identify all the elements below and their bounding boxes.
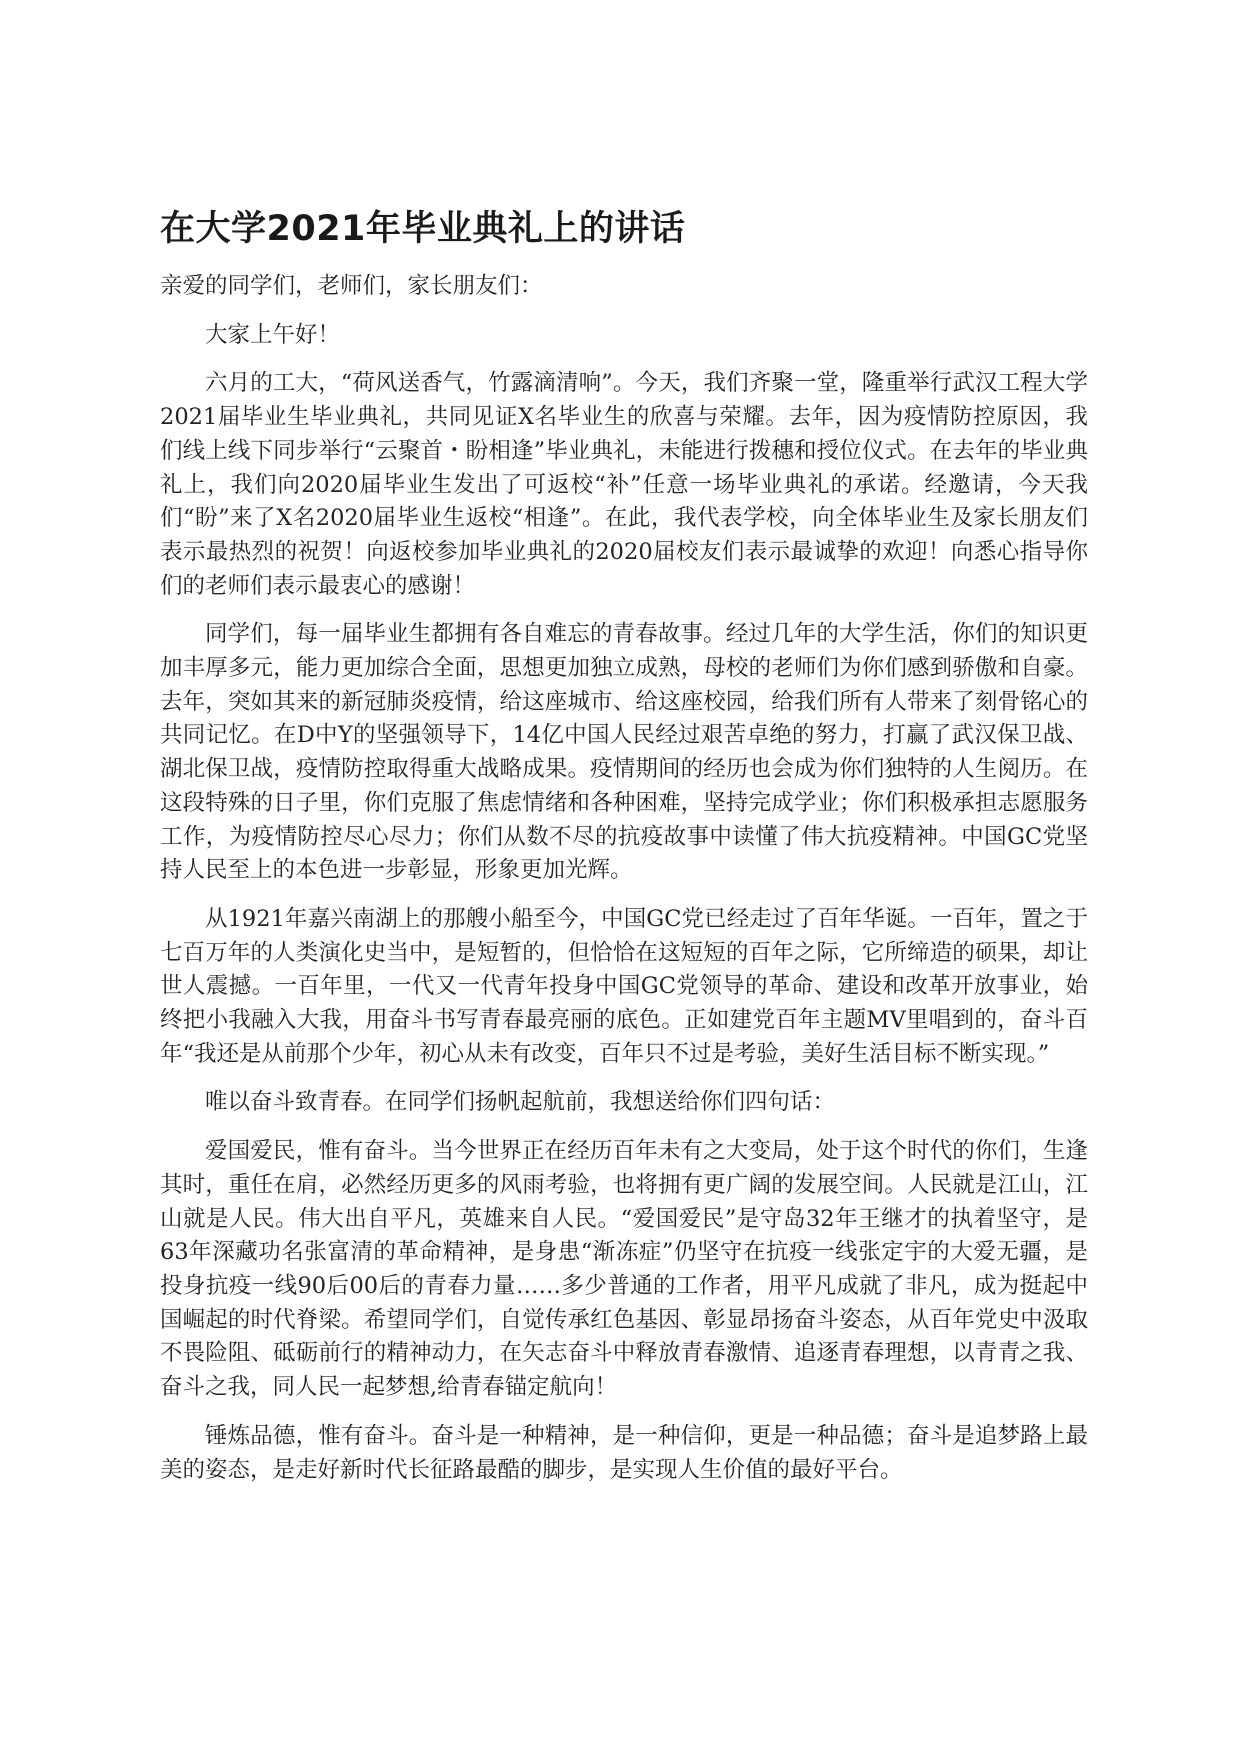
salutation-paragraph: 亲爱的同学们，老师们，家长朋友们： [160, 273, 543, 299]
document-body [160, 270, 1088, 1502]
greeting-paragraph: 大家上午好！ [205, 321, 341, 348]
document-title: 在大学2021年毕业典礼上的讲话 [160, 209, 686, 249]
body-paragraph: 从1921年嘉兴南湖上的那艘小船至今，中国GC党已经走过了百年华诞。一百年，置之于七百万年的人类演化史当中，是短暂的，但恰恰在这短短的百年之际，它所缔造的硕果，却让世人震撼。一百年里，一代又一代青年投身中国GC党领导的革命、建设和改革开放事业，始终把小我融入大我，用奋斗书写青春最亮丽的底色。正如建党百年主题MV里唱到的，奋斗百年“我还是从前那个少年，初心从未有改变，百年只不过是考验，美好生活目标不断实现。” [160, 905, 1088, 1067]
body-paragraph: 爱国爱民，惟有奋斗。当今世界正在经历百年未有之大变局，处于这个时代的你们，生逢其时，重任在肩，必然经历更多的风雨考验，也将拥有更广阔的发展空间。人民就是江山，江山就是人民。伟大出自平凡，英雄来自人民。“爱国爱民”是守岛32年王继才的执着坚守，是63年深藏功名张富清的革命精神，是身患“渐冻症”仍坚守在抗疫一线张定宇的大爱无疆，是投身抗疫一线90后00后的青春力量……多少普通的工作者，用平凡成就了非凡，成为挺起中国崛起的时代脊梁。希望同学们，自觉传承红色基因、彰显昂扬奋斗姿态，从百年党史中汲取不畏险阻、砥砺前行的精神动力，在矢志奋斗中释放青春激情、追逐青春理想，以青青之我、奋斗之我，同人民一起梦想,给青春锚定航向！ [160, 1138, 1088, 1401]
body-paragraph: 唯以奋斗致青春。在同学们扬帆起航前，我想送给你们四句话： [205, 1089, 836, 1116]
body-paragraph: 锤炼品德，惟有奋斗。奋斗是一种精神，是一种信仰，更是一种品德；奋斗是追梦路上最美的姿态，是走好新时代长征路最酷的脚步，是实现人生价值的最好平台。 [160, 1422, 1088, 1483]
body-paragraph: 六月的工大，“荷风送香气，竹露滴清响”。今天，我们齐聚一堂，隆重举行武汉工程大学2021届毕业生毕业典礼，共同见证X名毕业生的欣喜与荣耀。去年，因为疫情防控原因，我们线上线下同步举行“云聚首・盼相逢”毕业典礼，未能进行拨穗和授位仪式。在去年的毕业典礼上，我们向2020届毕业生发出了可返校“补”任意一场毕业典礼的承诺。经邀请，今天我们“盼”来了X名2020届毕业生返校“相逢”。在此，我代表学校，向全体毕业生及家长朋友们表示最热烈的祝贺！向返校参加毕业典礼的2020届校友们表示最诚挚的欢迎！向悉心指导你们的老师们表示最衷心的感谢！ [160, 370, 1088, 599]
body-paragraph: 同学们，每一届毕业生都拥有各自难忘的青春故事。经过几年的大学生活，你们的知识更加丰厚多元，能力更加综合全面，思想更加独立成熟，母校的老师们为你们感到骄傲和自豪。去年，突如其来的新冠肺炎疫情，给这座城市、给这座校园，给我们所有人带来了刻骨铭心的共同记忆。在D中Y的坚强领导下，14亿中国人民经过艰苦卓绝的努力，打赢了武汉保卫战、湖北保卫战，疫情防控取得重大战略成果。疫情期间的经历也会成为你们独特的人生阅历。在这段特殊的日子里，你们克服了焦虑情绪和各种困难，坚持完成学业；你们积极承担志愿服务工作，为疫情防控尽心尽力；你们从数不尽的抗疫故事中读懂了伟大抗疫精神。中国GC党坚持人民至上的本色进一步彰显，形象更加光辉。 [160, 621, 1088, 884]
